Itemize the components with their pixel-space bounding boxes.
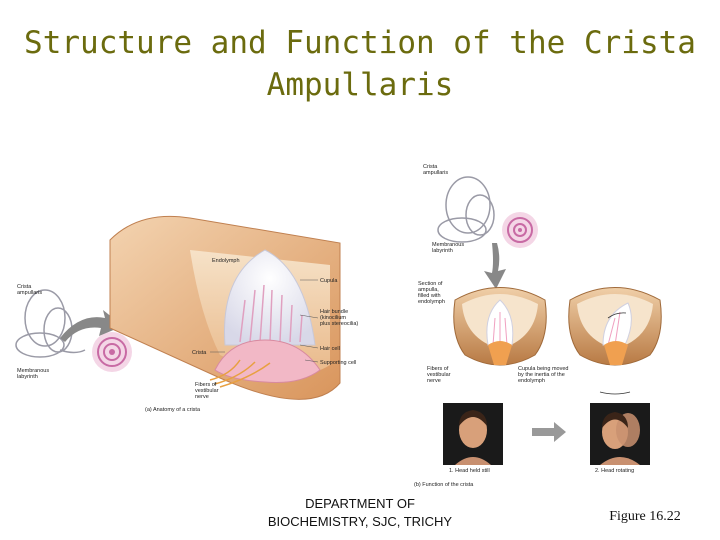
cochlea-icon-b xyxy=(502,212,538,248)
right-arrow-icon xyxy=(532,422,566,442)
ampulla-section-still xyxy=(454,288,547,366)
panel-a-anatomy xyxy=(16,216,358,413)
head-still-photo xyxy=(443,403,503,465)
panel-b-function xyxy=(414,164,661,488)
label-endolymph-a: Endolymph xyxy=(212,258,240,264)
department-line-2: BIOCHEMISTRY, SJC, TRICHY xyxy=(267,514,453,529)
label-membranous-labyrinth-a: Membranous labyrinth xyxy=(17,368,50,380)
label-cupula-moved: Cupula being moved by the inertia of the endolymph xyxy=(518,366,569,384)
cochlea-icon-a xyxy=(92,332,132,372)
label-crista-ampullaris-a: Crista ampullaris xyxy=(17,284,43,296)
caption-b: (b) Function of the crista xyxy=(414,482,474,488)
label-fibers-vestibular-a: Fibers of vestibular nerve xyxy=(195,382,219,400)
label-crista: Crista xyxy=(192,350,207,356)
label-hair-cell: Hair cell xyxy=(320,346,340,352)
membranous-labyrinth-icon-b xyxy=(438,177,494,242)
rotation-arrow-icon xyxy=(600,392,630,394)
title-line-1: Structure and Function of the Crista xyxy=(24,25,696,61)
down-arrow-b xyxy=(484,243,506,289)
label-supporting-cell: Supporting cell xyxy=(320,360,357,366)
figure-number: Figure 16.22 xyxy=(609,509,681,524)
label-fibers-vestibular-b: Fibers of vestibular nerve xyxy=(427,366,451,384)
label-membranous-labyrinth-b: Membranous labyrinth xyxy=(432,242,465,254)
ampulla-section-rotating xyxy=(569,288,662,366)
head-rotating-photo xyxy=(590,403,650,465)
label-head-still: 1. Head held still xyxy=(449,468,490,474)
label-crista-ampullaris-b: Crista ampullaris xyxy=(423,164,449,176)
department-footer xyxy=(250,495,470,531)
label-head-rotating: 2. Head rotating xyxy=(595,468,635,474)
membranous-labyrinth-icon-a xyxy=(16,290,85,357)
title-line-2: Ampullaris xyxy=(266,67,454,103)
label-section-ampulla: Section of ampulla, filled with endolymph xyxy=(418,281,445,305)
department-line-1: DEPARTMENT OF xyxy=(305,496,415,511)
caption-a: (a) Anatomy of a crista xyxy=(145,407,201,413)
label-hair-bundle: Hair bundle (kinocilium plus stereocilia) xyxy=(320,309,359,327)
label-cupula-a: Cupula xyxy=(320,278,338,284)
